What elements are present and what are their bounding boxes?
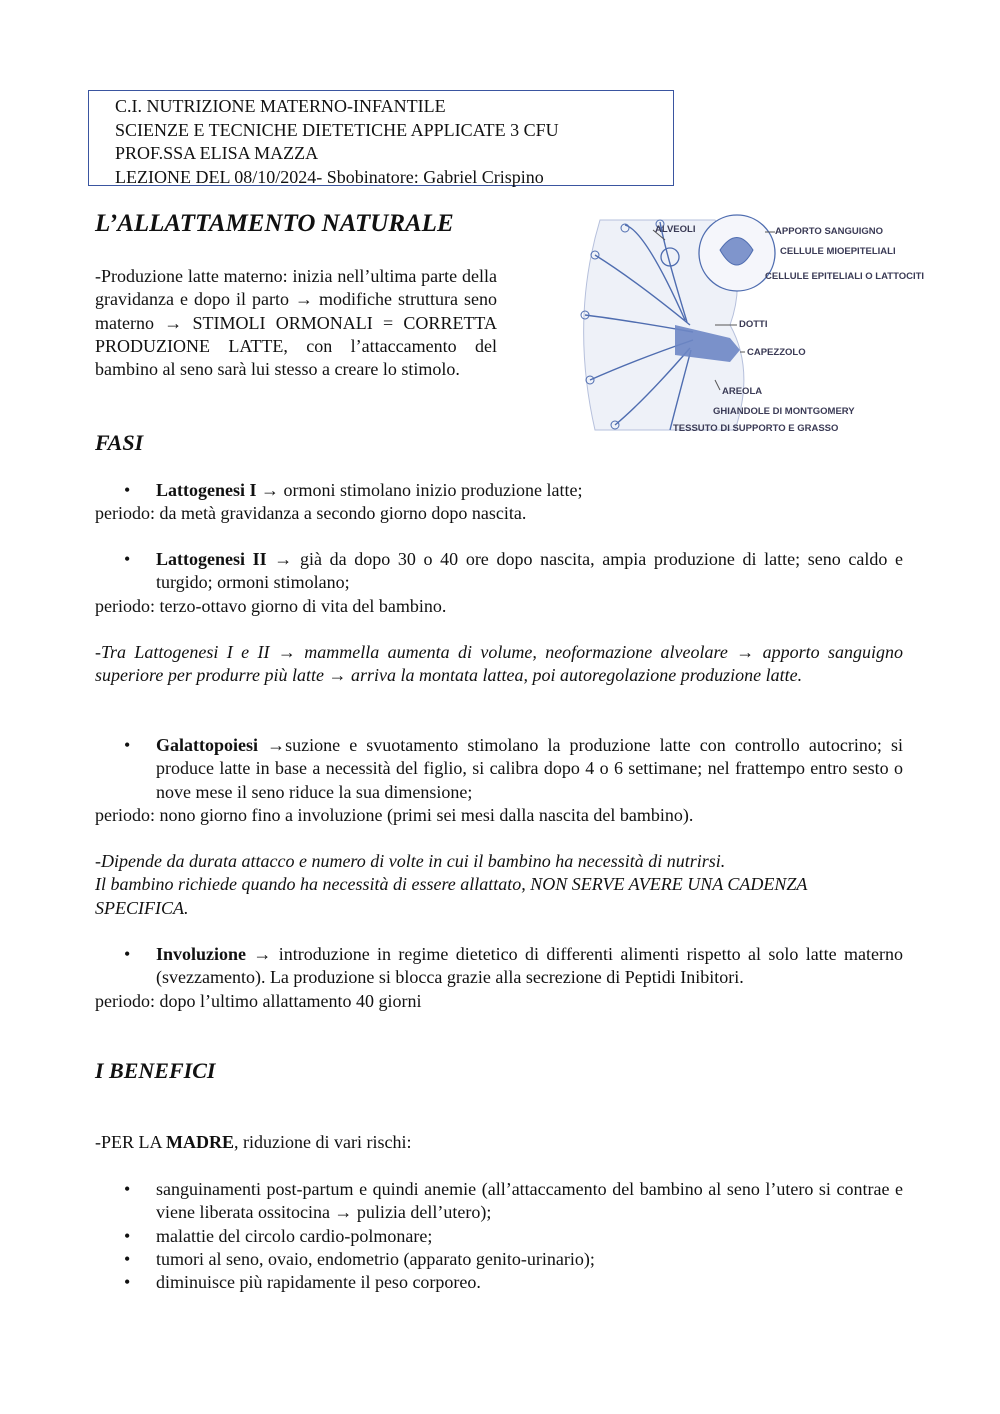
- label-ghiandole-montgomery: GHIANDOLE DI MONTGOMERY: [713, 406, 855, 417]
- bullet-dot: •: [124, 735, 131, 755]
- bullet-dot: •: [124, 1248, 131, 1269]
- lattogenesi-2-block: [95, 548, 903, 618]
- course-module: SCIENZE E TECNICHE DIETETICHE APPLICATE 3 CFU: [115, 119, 559, 140]
- benefit-text: tumori al seno, ovaio, endometrio (apparato genito-urinario);: [156, 1248, 595, 1269]
- involuzione-block: [95, 943, 903, 1013]
- intro-paragraph: -Produzione latte materno: inizia nell’ultima parte della gravidanza e dopo il parto → modifiche struttura seno materno → STIMOLI ORMONALI = CORRETTA PRODUZIONE LATTE, con l’attaccamento del bambino al seno sarà lui stesso a creare lo stimolo.: [95, 266, 497, 380]
- lattogenesi-2-text: → già da dopo 30 o 40 ore dopo nascita, ampia produzione di latte; seno caldo e turgido; ormoni stimolano;: [156, 549, 904, 593]
- madre-suffix: , riduzione di vari rischi:: [234, 1132, 412, 1152]
- term-lattogenesi-2: Lattogenesi II: [156, 549, 267, 569]
- term-galattopoiesi: Galattopoiesi: [156, 735, 258, 755]
- bullet-dot: •: [124, 1272, 131, 1293]
- bullet-dot: •: [124, 944, 131, 964]
- label-cellule-mioepiteliali: CELLULE MIOEPITELIALI: [780, 246, 896, 257]
- note-lattogenesi-text: -Tra Lattogenesi I e II → mammella aumenta di volume, neoformazione alveolare → apporto sanguigno superiore per produrre più latte → arriva la montata lattea, poi autoregolazione produzione latte.: [95, 642, 903, 686]
- list-item: [95, 479, 903, 502]
- benefit-text: malattie del circolo cardio-polmonare;: [156, 1225, 433, 1246]
- benefit-text: diminuisce più rapidamente il peso corporeo.: [156, 1272, 481, 1293]
- label-tessuto-supporto: TESSUTO DI SUPPORTO E GRASSO: [673, 423, 839, 434]
- note-cadenza-line-2: Il bambino richiede quando ha necessità di essere allattato, NON SERVE AVERE UNA CADENZA SPECIFICA.: [95, 874, 808, 918]
- involuzione-text: → introduzione in regime dietetico di differenti alimenti rispetto al solo latte materno (svezzamento). La produzione si blocca grazie alla secrezione di Peptidi Inibitori.: [156, 944, 903, 988]
- list-item: [95, 734, 903, 804]
- professor-name: PROF.SSA ELISA MAZZA: [115, 143, 319, 163]
- list-item: [95, 1271, 903, 1294]
- galattopoiesi-block: [95, 734, 903, 827]
- madre-prefix: -PER LA: [95, 1132, 167, 1152]
- benefici-madre-intro: [95, 1131, 903, 1154]
- course-header-box: [88, 90, 674, 186]
- note-cadenza: [95, 850, 903, 920]
- course-name: C.I. NUTRIZIONE MATERNO-INFANTILE: [115, 96, 446, 116]
- lattogenesi-1-periodo: periodo: da metà gravidanza a secondo giorno dopo nascita.: [95, 503, 527, 524]
- section-heading-fasi: FASI: [95, 430, 144, 455]
- list-item: [95, 943, 903, 990]
- galattopoiesi-text: →suzione e svuotamento stimolano la produzione latte con controllo autocrino; si produce latte in base a necessità del figlio, si calibra dopo 4 o 6 settimane; nel frattempo entro sesto o nove mese il seno riduce la sua dimensione;: [156, 735, 903, 802]
- lattogenesi-1-block: [95, 479, 903, 526]
- document-title: L’ALLATTAMENTO NATURALE: [95, 210, 454, 237]
- lesson-date: LEZIONE DEL 08/10/2024- Sbobinatore: Gabriel Crispino: [115, 166, 544, 187]
- bullet-dot: •: [124, 549, 131, 569]
- bullet-dot: •: [124, 480, 131, 500]
- list-item: [95, 548, 903, 595]
- bullet-dot: •: [124, 1179, 131, 1199]
- list-item: [95, 1225, 903, 1248]
- lattogenesi-1-text: → ormoni stimolano inizio produzione latte;: [256, 480, 583, 500]
- galattopoiesi-periodo: periodo: nono giorno fino a involuzione (primi sei mesi dalla nascita del bambino).: [95, 804, 694, 825]
- breast-anatomy-diagram: [565, 210, 930, 440]
- label-cellule-epiteliali: CELLULE EPITELIALI O LATTOCITI: [765, 271, 925, 282]
- section-heading-benefici: I BENEFICI: [95, 1058, 216, 1083]
- list-item: [95, 1248, 903, 1271]
- term-lattogenesi-1: Lattogenesi I: [156, 480, 257, 500]
- term-involuzione: Involuzione: [156, 944, 247, 964]
- label-apporto-sanguigno: APPORTO SANGUIGNO: [775, 226, 884, 237]
- note-cadenza-line-1: -Dipende da durata attacco e numero di volte in cui il bambino ha necessità di nutrirsi.: [95, 851, 726, 871]
- lattogenesi-2-periodo: periodo: terzo-ottavo giorno di vita del bambino.: [95, 595, 447, 616]
- list-item: [95, 1178, 903, 1225]
- involuzione-periodo: periodo: dopo l’ultimo allattamento 40 giorni: [95, 990, 422, 1011]
- label-areola: AREOLA: [722, 386, 763, 397]
- benefit-text: sanguinamenti post-partum e quindi anemie (all’attaccamento del bambino al seno l’utero si contrae e viene liberata ossitocina → pulizia dell’utero);: [156, 1179, 903, 1223]
- benefici-madre-list: [95, 1178, 903, 1294]
- label-alveoli: ALVEOLI: [655, 224, 696, 235]
- note-lattogenesi: [95, 641, 903, 688]
- bullet-dot: •: [124, 1225, 131, 1246]
- label-capezzolo: CAPEZZOLO: [747, 347, 806, 358]
- label-dotti: DOTTI: [739, 319, 768, 330]
- term-madre: MADRE: [166, 1132, 235, 1152]
